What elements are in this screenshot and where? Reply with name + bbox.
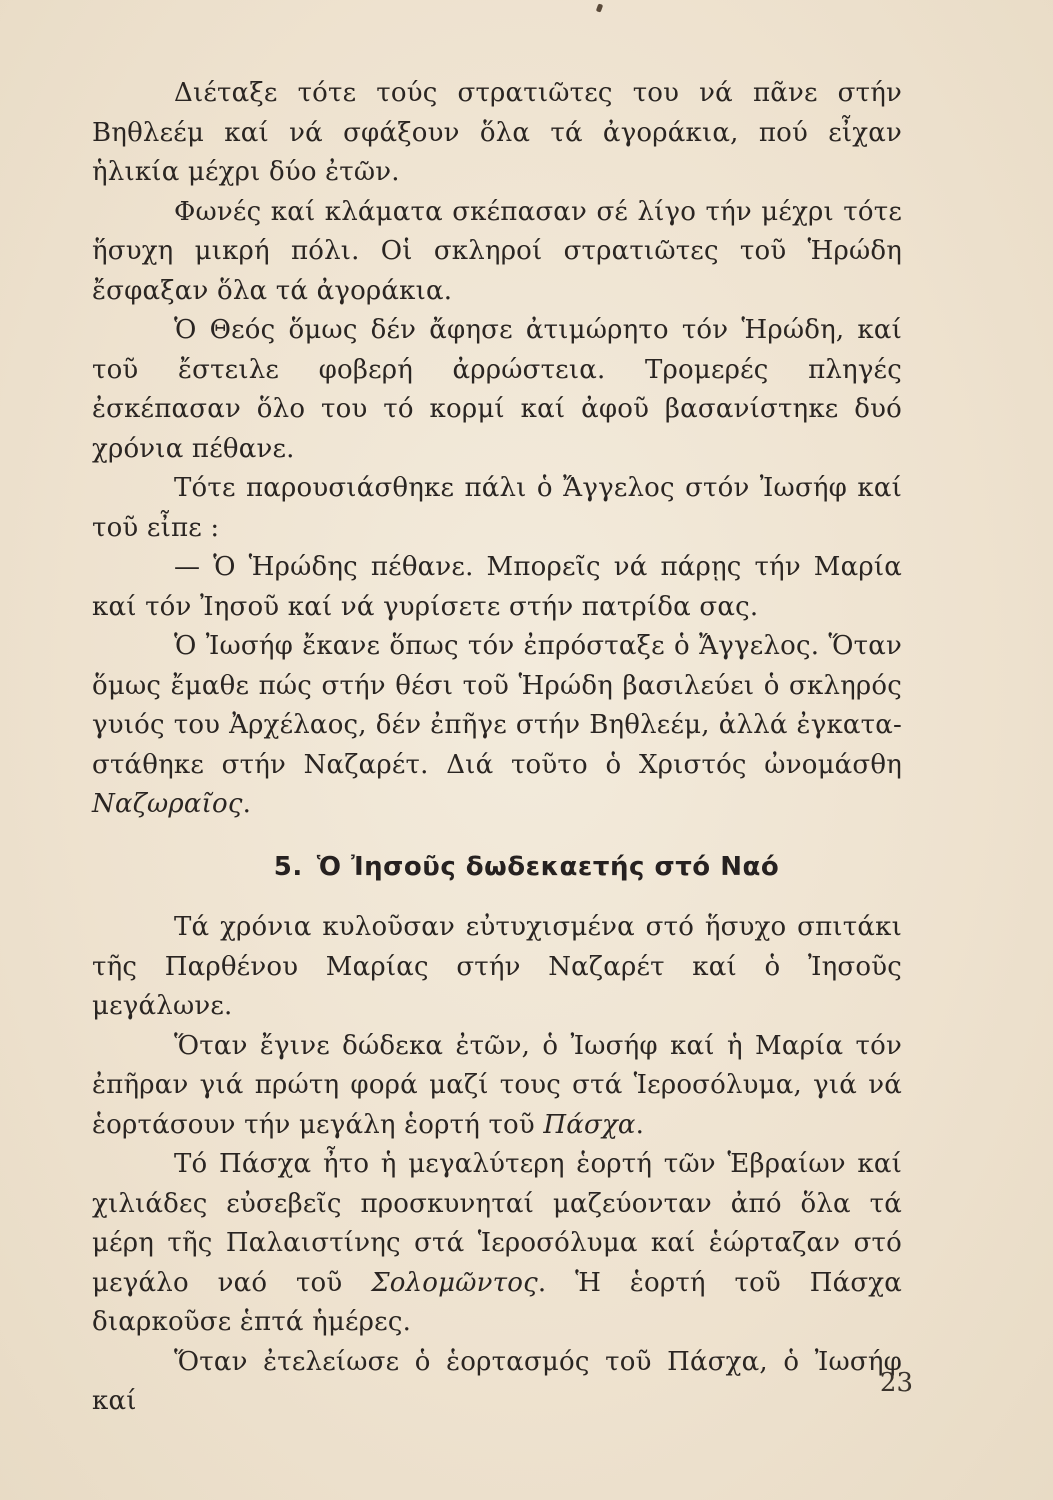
paragraph-cries: Φωνές καί κλάματα σκέπασαν σέ λίγο τήν μέχρι τότε ἥσυχη μικρή πόλι. Οἱ σκληροί στρατιῶτες τοῦ Ἡρώδη ἔσφαξαν ὅλα τά ἀγοράκια. <box>92 196 902 306</box>
paragraph-nazareth-end: . <box>242 789 252 819</box>
paragraph-angel-speech: — Ὁ Ἡρώδης πέθανε. Μπορεῖς νά πάρῃς τήν Μαρία καί τόν Ἰησοῦ καί νά γυρίσετε στήν πατρίδα σας. <box>92 552 902 622</box>
text-block-lower <box>92 908 902 1422</box>
section-number: 5. <box>273 852 303 882</box>
paragraph-nazareth-text: Ὁ Ἰωσήφ ἔκανε ὅπως τόν ἐπρόσταξε ὁ Ἄγγελος. Ὅταν ὅμως ἔμαθε πώς στήν θέσι τοῦ Ἡρώδη βασιλεύει ὁ σκληρός γυιός του Ἀρχέλαος, δέν ἐπῆγε στήν Βηθλεέμ, ἀλλά ἐγκατα-στάθηκε στήν Ναζαρέτ. Διά τοῦτο ὁ Χριστός ὠνομάσθη <box>92 631 902 780</box>
paragraph-feast-ended: Ὅταν ἐτελείωσε ὁ ἑορτασμός τοῦ Πάσχα, ὁ Ἰωσήφ καί <box>92 1346 902 1416</box>
nazoraios-term: Ναζωραῖος <box>92 789 243 819</box>
paragraph-twelve-years <box>92 1027 902 1146</box>
paragraph-pascha-end: . Ἡ ἑορτή τοῦ Πάσχα διαρκοῦσε ἑπτά ἡμέρες. <box>92 1267 902 1337</box>
text-block-upper <box>92 74 902 825</box>
paragraph-pascha-feast <box>92 1145 902 1343</box>
ink-speck <box>596 3 603 12</box>
section-title: Ὁ Ἰησοῦς δωδεκαετής στό Ναό <box>316 852 780 882</box>
solomon-term: Σολομῶντος <box>371 1267 538 1298</box>
paragraph-years-pass: Τά χρόνια κυλοῦσαν εὐτυχισμένα στό ἥσυχο σπιτάκι τῆς Παρθένου Μαρίας στήν Ναζαρέτ καί ὁ Ἰησοῦς μεγάλωνε. <box>92 912 902 1021</box>
page-number: 23 <box>879 1368 913 1398</box>
paragraph-twelve-years-text: Ὅταν ἔγινε δώδεκα ἐτῶν, ὁ Ἰωσήφ καί ἡ Μαρία τόν ἐπῆραν γιά πρώτη φορά μαζί τους στά Ἱεροσόλυμα, γιά νά ἑορτάσουν τήν μεγάλη ἑορτή τοῦ <box>92 1030 902 1140</box>
paragraph-pascha-text: Τό Πάσχα ἦτο ἡ μεγαλύτερη ἑορτή τῶν Ἑβραίων καί χιλιάδες εὐσεβεῖς προσκυνηταί μαζεύονταν ἀπό ὅλα τά μέρη τῆς Παλαιστίνης στά Ἱεροσόλυμα καί ἑώρταζαν στό μεγάλο ναό τοῦ <box>92 1149 902 1298</box>
paragraph-nazareth <box>92 627 902 825</box>
paragraph-angel-appears: Τότε παρουσιάσθηκε πάλι ὁ Ἄγγελος στόν Ἰωσήφ καί τοῦ εἶπε : <box>92 473 902 543</box>
section-heading <box>0 852 1053 882</box>
pascha-term: Πάσχα <box>543 1109 636 1140</box>
paragraph-herod-death: Ὁ Θεός ὅμως δέν ἄφησε ἀτιμώρητο τόν Ἡρώδη, καί τοῦ ἔστειλε φοβερή ἀρρώστεια. Τρομερές πληγές ἐσκέπασαν ὅλο του τό κορμί καί ἀφοῦ βασανίστηκε δυό χρόνια πέθανε. <box>92 315 902 464</box>
paragraph-twelve-years-end: . <box>635 1109 645 1140</box>
paragraph-massacre-order: Διέταξε τότε τούς στρατιῶτες του νά πᾶνε στήν Βηθλεέμ καί νά σφάξουν ὅλα τά ἀγοράκια, πού εἶχαν ἡλικία μέχρι δύο ἐτῶν. <box>92 78 902 187</box>
